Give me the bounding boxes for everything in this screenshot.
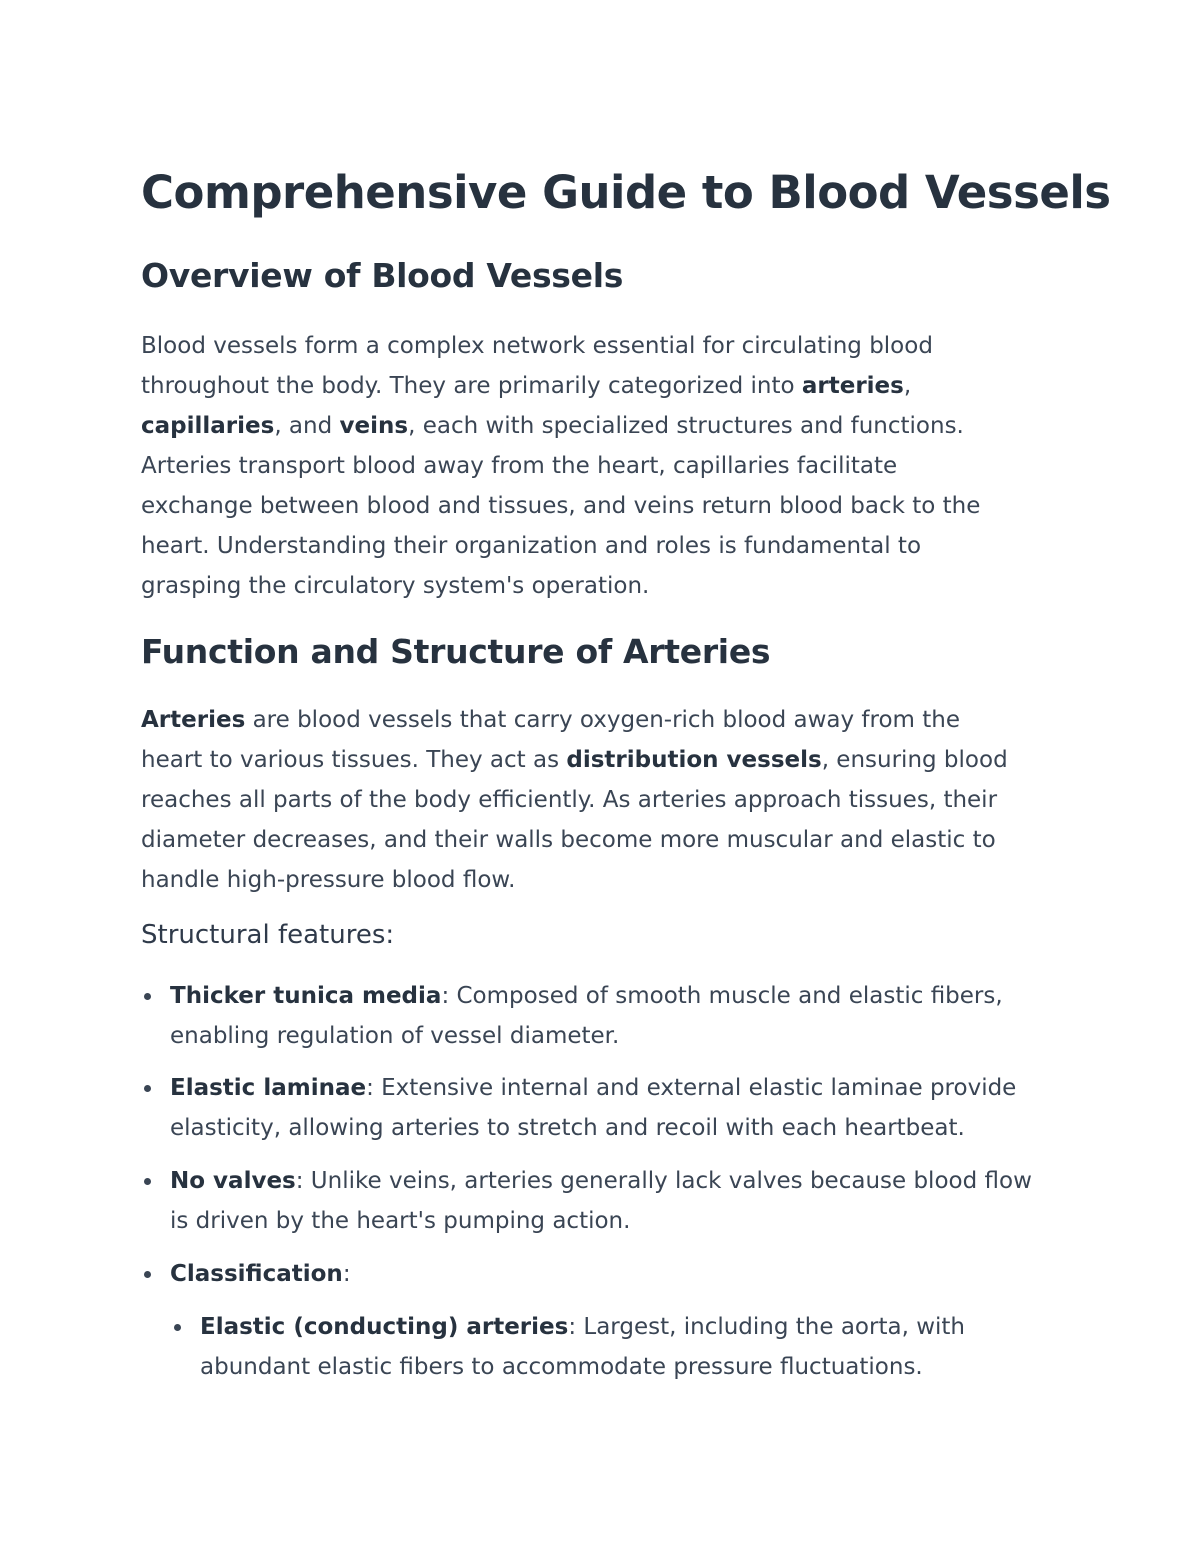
text-run: , each with specialized structures and functions. [408,413,964,439]
bold-term: Elastic (conducting) arteries [200,1314,569,1340]
text-run: : Extensive internal and external elastic laminae provide [366,1075,1017,1101]
list-item [170,1068,1016,1148]
text-line [141,780,1046,820]
bold-term: Arteries [141,707,246,733]
text-run: : Unlike veins, arteries generally lack valves because blood flow [295,1168,1032,1194]
bold-term: arteries [801,373,904,399]
text-run: : [342,1261,351,1287]
structural-features-heading: Structural features: [141,920,395,950]
text-run: : Composed of smooth muscle and elastic fibers, [441,983,1003,1009]
text-run: diameter decreases, and their walls become more muscular and elastic to [141,827,996,853]
text-run: heart. Understanding their organization and roles is fundamental to [141,533,922,559]
bold-term: Thicker tunica media [170,983,442,1009]
page-title: Comprehensive Guide to Blood Vessels [141,166,1111,219]
text-line [170,1108,1016,1148]
bullet-dot [144,1271,151,1278]
text-line [141,486,1046,526]
text-run: abundant elastic fibers to accommodate pressure fluctuations. [200,1354,923,1380]
text-line [141,860,1046,900]
text-line [170,976,1003,1016]
overview-paragraph [141,326,1046,606]
bullet-dot [144,1178,151,1185]
list-item [170,1254,351,1294]
text-run: , [903,373,912,399]
text-run: elasticity, allowing arteries to stretch and recoil with each heartbeat. [170,1115,965,1141]
text-run: handle high-pressure blood flow. [141,867,516,893]
sub-list-item [200,1307,965,1387]
list-item [170,976,1003,1056]
text-run: heart to various tissues. They act as [141,747,567,773]
text-run: is driven by the heart's pumping action. [170,1208,631,1234]
text-line [141,740,1046,780]
text-line [170,1068,1016,1108]
text-line [141,526,1046,566]
text-line [141,326,1046,366]
text-line [170,1016,1003,1056]
text-run: throughout the body. They are primarily categorized into [141,373,802,399]
text-line [170,1161,1032,1201]
bullet-dot [144,1085,151,1092]
bold-term: distribution vessels [566,747,822,773]
list-item [170,1161,1032,1241]
bold-term: No valves [170,1168,296,1194]
text-run: : Largest, including the aorta, with [568,1314,965,1340]
text-run: Arteries transport blood away from the heart, capillaries facilitate [141,453,898,479]
text-line [141,566,1046,606]
text-run: Blood vessels form a complex network essential for circulating blood [141,333,933,359]
bullet-dot [144,993,151,1000]
text-run: reaches all parts of the body efficiently. As arteries approach tissues, their [141,787,998,813]
text-run: , and [274,413,340,439]
bold-term: Classification [170,1261,343,1287]
text-run: are blood vessels that carry oxygen-rich blood away from the [245,707,961,733]
bold-term: Elastic laminae [170,1075,367,1101]
text-line [200,1347,965,1387]
text-line [170,1201,1032,1241]
text-line [170,1254,351,1294]
sub-bullet-dot [174,1324,181,1331]
text-line [141,366,1046,406]
bold-term: veins [339,413,409,439]
text-run: enabling regulation of vessel diameter. [170,1023,620,1049]
text-line [141,406,1046,446]
text-line [141,700,1046,740]
text-run: exchange between blood and tissues, and veins return blood back to the [141,493,981,519]
text-run: grasping the circulatory system's operation. [141,573,650,599]
text-run: , ensuring blood [821,747,1008,773]
bold-term: capillaries [141,413,275,439]
arteries-paragraph [141,700,1046,900]
text-line [141,446,1046,486]
arteries-heading: Function and Structure of Arteries [141,632,771,671]
text-line [141,820,1046,860]
text-line [200,1307,965,1347]
overview-heading: Overview of Blood Vessels [141,256,624,295]
